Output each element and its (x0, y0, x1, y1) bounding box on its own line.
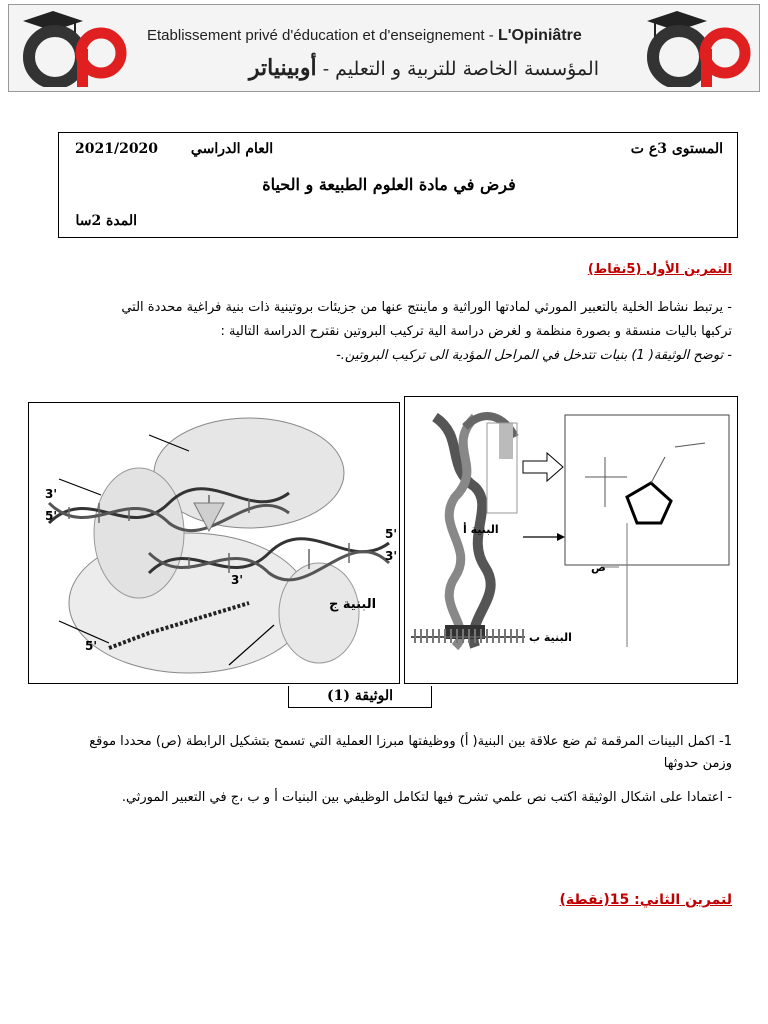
question-1-line1: 1- اكمل البينات المرقمة ثم ضع علاقة بين البنية( أ) ووظيفتها مبرزا العملية التي تسمح بتشكيل الرابطة (ص) محددا موقع (89, 734, 732, 749)
level-label: المستوى 3ع ت (630, 141, 723, 157)
brand-latin: L'Opiniâtre (497, 27, 582, 44)
exam-info-box (58, 132, 738, 238)
exercise1-heading: التمرين الأول (5نقاط) (587, 262, 732, 277)
exercise1-line3: - توضح الوثيقة( 1) بنيات تتدخل في المراحل المؤدية الى تركيب البروتين.- (336, 348, 732, 363)
label-3prime-top-left: 3' (45, 487, 58, 501)
school-year (75, 141, 273, 157)
label-5prime-bottom: 5' (85, 639, 98, 653)
french-line: Etablissement privé d'éducation et d'enseignement - L'Opiniâtre (147, 27, 582, 44)
trna-structure-drawing (405, 397, 739, 685)
arabic-line: المؤسسة الخاصة للتربية و التعليم - أوبينياتر (248, 55, 599, 81)
school-logo-left (13, 9, 133, 87)
header-banner (8, 4, 760, 92)
figure-caption-box (288, 686, 432, 708)
label-structure-c: البنية ج (329, 597, 377, 612)
question-2: - اعتمادا على اشكال الوثيقة اكتب نص علمي تشرح فيها لتكامل الوظيفي بين البنيات أ و ب ،ج في التعبير المورثي. (121, 790, 732, 805)
exercise2-heading: لتمرين الثاني: 15(نقطة) (559, 892, 732, 908)
figure-ribosome-panel (28, 402, 400, 684)
duration: المدة 2سا (75, 213, 137, 229)
year-value: 2021/2020 (75, 141, 159, 157)
exercise1-line1: - يرتبط نشاط الخلية بالتعبير المورثي لمادتها الوراثية و ماينتج عنها من جزيئات بروتينية ذات بنية فراغية محددة التي (121, 300, 732, 315)
label-structure-b: البنية ب (529, 631, 572, 644)
figure-caption: الوثيقة (1) (327, 688, 393, 704)
label-5prime-top-left: 5' (45, 509, 58, 523)
label-bond-sad: ص (591, 561, 606, 574)
exam-title: فرض في مادة العلوم الطبيعة و الحياة (262, 175, 516, 194)
year-label: العام الدراسي (190, 141, 274, 157)
figure-trna-panel (404, 396, 738, 684)
question-1-line2: وزمن حدوثها (663, 756, 732, 771)
label-structure-a: البنية أ (463, 523, 499, 536)
label-3prime-center: 3' (231, 573, 244, 587)
school-logo-right (637, 9, 757, 87)
exercise1-line2: تركبها باليات منسقة و بصورة منظمة و لغرض دراسة الية تركيب البروتين نقترح الدراسة التالية : (220, 324, 732, 339)
label-3prime-right: 3' (385, 549, 398, 563)
label-5prime-right: 5' (385, 527, 398, 541)
brand-arabic: أوبينياتر (248, 55, 317, 81)
